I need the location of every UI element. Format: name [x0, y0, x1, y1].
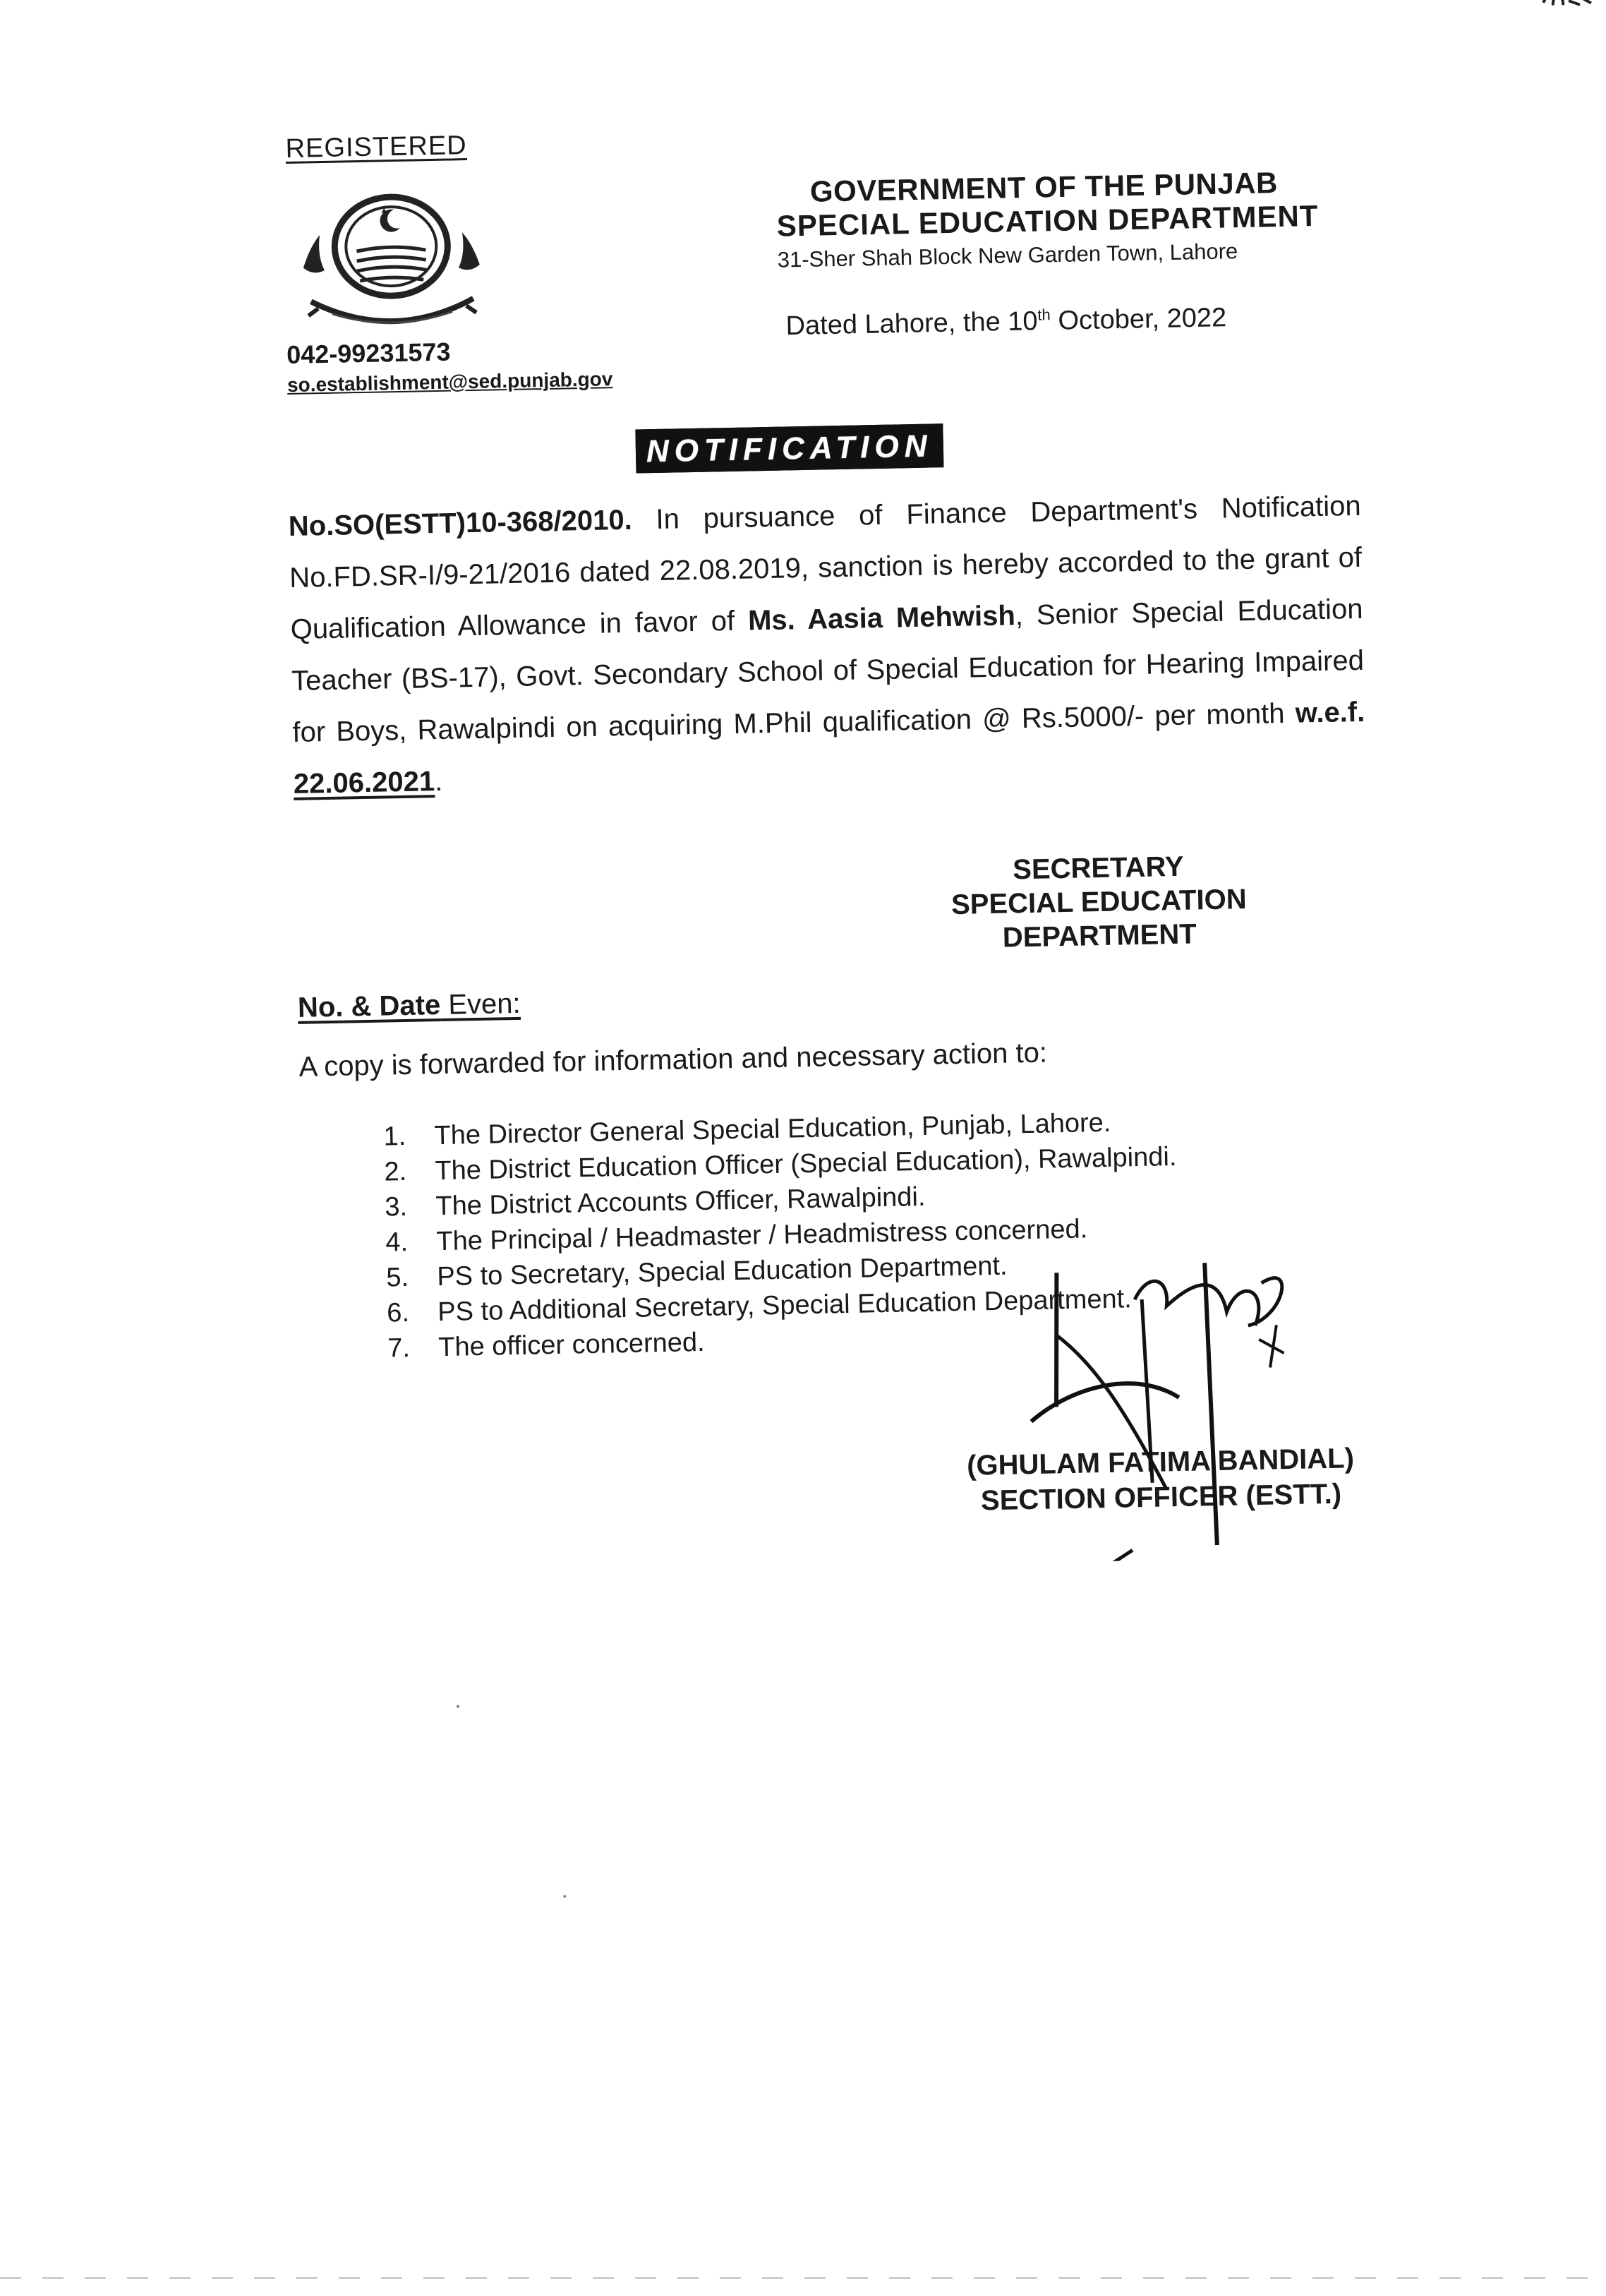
list-text: The Director General Special Education, Punjab, Lahore.: [434, 1107, 1111, 1151]
list-number: 3.: [385, 1191, 408, 1222]
officer-name: (GHULAM FATIMA BANDIAL): [966, 1443, 1355, 1481]
list-number: 2.: [384, 1156, 407, 1187]
officer-designation: SECTION OFFICER (ESTT.): [980, 1478, 1342, 1517]
list-text: The officer concerned.: [437, 1327, 706, 1363]
list-text: PS to Additional Secretary, Special Education Department.: [437, 1284, 1133, 1328]
notification-body: [288, 481, 1366, 810]
reference-number: No.SO(ESTT)10-368/2010.: [288, 504, 633, 543]
no-and-date-even: [298, 988, 521, 1024]
scan-edge-line: [0, 2277, 1606, 2279]
secretary-line-3: DEPARTMENT: [1002, 918, 1197, 954]
beneficiary-name: Ms. Aasia Mehwish: [747, 600, 1016, 637]
government-title: GOVERNMENT OF THE PUNJAB: [809, 166, 1279, 208]
body-text-1: In pursuance of Finance Department's Notification No.FD.SR-I/9-21/2016 dated 22.08.2019, sanction is hereby accorded to the grant of Qualification Allowance in favor of: [289, 490, 1363, 645]
punjab-emblem-icon: [288, 179, 495, 332]
copy-forwarded-intro: A copy is forwarded for information and necessary action to:: [298, 1037, 1048, 1083]
secretary-line-1: SECRETARY: [1012, 851, 1184, 886]
corner-handwriting-icon: [1540, 0, 1595, 17]
list-text: PS to Secretary, Special Education Department.: [436, 1251, 1008, 1292]
list-number: 7.: [387, 1333, 411, 1364]
scan-speck: [457, 1705, 459, 1708]
list-number: 1.: [383, 1121, 406, 1152]
scan-speck: [563, 1895, 566, 1898]
no-date-bold: No. & Date: [297, 990, 441, 1023]
list-number: 5.: [385, 1262, 409, 1293]
list-text: The Principal / Headmaster / Headmistress concerned.: [435, 1214, 1088, 1257]
handwritten-signature-icon: [1014, 1246, 1316, 1563]
date-suffix: October, 2022: [1050, 303, 1227, 336]
department-address: 31-Sher Shah Block New Garden Town, Lahore: [777, 239, 1238, 272]
body-text-2: , Senior Special Education Teacher (BS-17), Govt. Secondary School of Special Education for Hearing Impaired for Boys, Rawalpindi on acquiring M.Phil qualification @ Rs.5000/- per month: [291, 593, 1365, 748]
secretary-line-2: SPECIAL EDUCATION: [950, 884, 1247, 921]
no-date-rest: Even:: [440, 987, 521, 1021]
registered-label: REGISTERED: [285, 131, 468, 164]
email-address: so.establishment@sed.punjab.gov: [286, 368, 613, 397]
list-text: The District Education Officer (Special Education), Rawalpindi.: [435, 1142, 1177, 1186]
phone-number: 042-99231573: [286, 337, 451, 370]
list-number: 6.: [386, 1297, 410, 1328]
wef-label: w.e.f.: [1295, 696, 1365, 729]
date-line: [785, 302, 1226, 342]
body-end: .: [434, 765, 443, 798]
notification-heading: NOTIFICATION: [635, 423, 943, 473]
date-prefix: Dated Lahore, the 10: [785, 306, 1038, 342]
list-number: 4.: [385, 1227, 409, 1258]
date-ordinal: th: [1037, 306, 1051, 324]
secretary-block: [914, 848, 1284, 956]
list-text: The District Accounts Officer, Rawalpindi.: [435, 1182, 926, 1222]
wef-date: 22.06.2021: [293, 766, 435, 800]
department-title: SPECIAL EDUCATION DEPARTMENT: [776, 198, 1319, 243]
